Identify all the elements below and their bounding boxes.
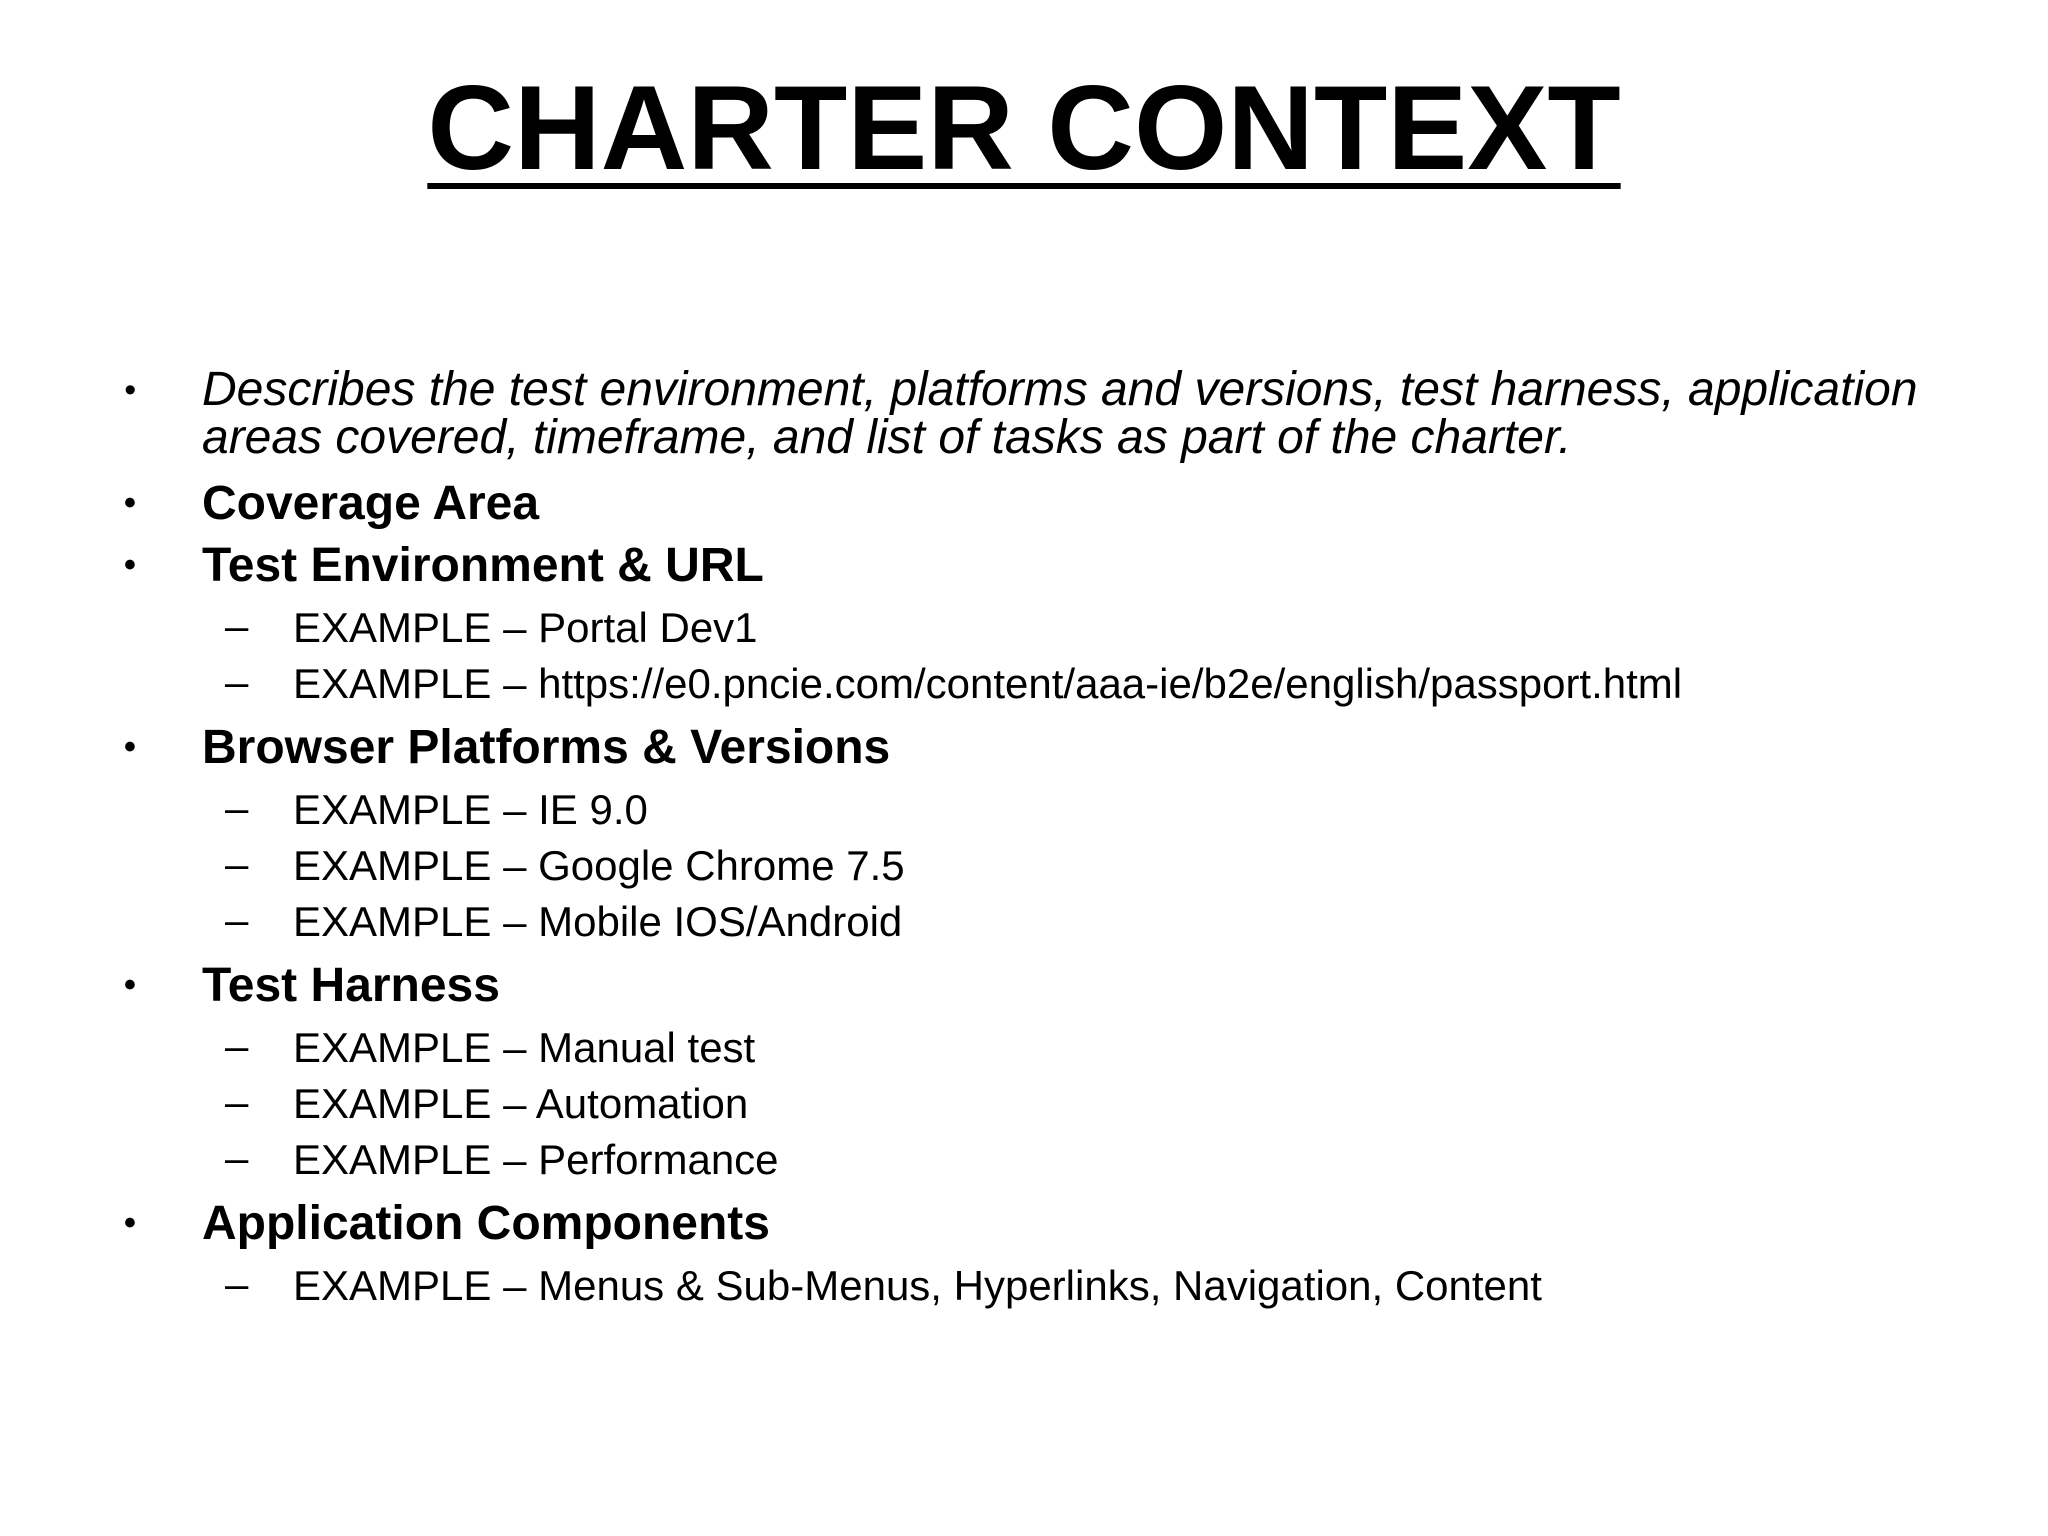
bullet-icon: •: [124, 728, 136, 766]
bullet-icon: •: [124, 371, 136, 409]
sub-item-text: EXAMPLE – Performance: [293, 1136, 779, 1183]
bullet-icon: •: [124, 966, 136, 1004]
section-heading-text: Browser Platforms & Versions: [202, 721, 891, 774]
dash-icon: –: [225, 1022, 249, 1069]
sub-item-text: EXAMPLE – Automation: [293, 1080, 749, 1127]
sub-item: [0, 1132, 2048, 1188]
sub-item: [0, 656, 2048, 712]
sub-item-text: EXAMPLE – https://e0.pncie.com/content/aaa-ie/b2e/english/passport.html: [293, 660, 1683, 707]
section-heading-text: Coverage Area: [202, 477, 540, 530]
section-heading: [0, 1196, 2048, 1252]
section-heading: [0, 476, 2048, 532]
section-heading: [0, 958, 2048, 1014]
section-heading: [0, 538, 2048, 594]
dash-icon: –: [225, 1078, 249, 1125]
dash-icon: –: [225, 784, 249, 831]
sub-item: [0, 782, 2048, 838]
sub-item-text: EXAMPLE – IE 9.0: [293, 786, 648, 833]
sub-item: [0, 894, 2048, 950]
sub-item-text: EXAMPLE – Manual test: [293, 1024, 756, 1071]
dash-icon: –: [225, 602, 249, 649]
list-item-intro: [0, 363, 2048, 464]
section-heading-text: Test Harness: [202, 959, 500, 1012]
slide-title: CHARTER CONTEXT: [427, 61, 1621, 195]
sub-item-text: EXAMPLE – Google Chrome 7.5: [293, 842, 905, 889]
intro-text: Describes the test environment, platforms and versions, test harness, application areas covered, timeframe, and list of tasks as part of the charter.: [202, 363, 1918, 464]
sub-item: [0, 600, 2048, 656]
dash-icon: –: [225, 1260, 249, 1307]
section-heading: [0, 720, 2048, 776]
dash-icon: –: [225, 896, 249, 943]
dash-icon: –: [225, 1134, 249, 1181]
dash-icon: –: [225, 658, 249, 705]
bullet-icon: •: [124, 546, 136, 584]
sub-item: [0, 1076, 2048, 1132]
dash-icon: –: [225, 840, 249, 887]
sub-item-text: EXAMPLE – Mobile IOS/Android: [293, 898, 903, 945]
sub-item: [0, 1258, 2048, 1314]
bullet-list: [0, 363, 2048, 1314]
section-heading-text: Test Environment & URL: [202, 539, 764, 592]
sub-item-text: EXAMPLE – Portal Dev1: [293, 604, 758, 651]
bullet-icon: •: [124, 484, 136, 522]
sub-item: [0, 1020, 2048, 1076]
sub-item-text: EXAMPLE – Menus & Sub-Menus, Hyperlinks, Navigation, Content: [293, 1262, 1542, 1309]
sub-item: [0, 838, 2048, 894]
bullet-icon: •: [124, 1204, 136, 1242]
section-heading-text: Application Components: [202, 1197, 770, 1250]
